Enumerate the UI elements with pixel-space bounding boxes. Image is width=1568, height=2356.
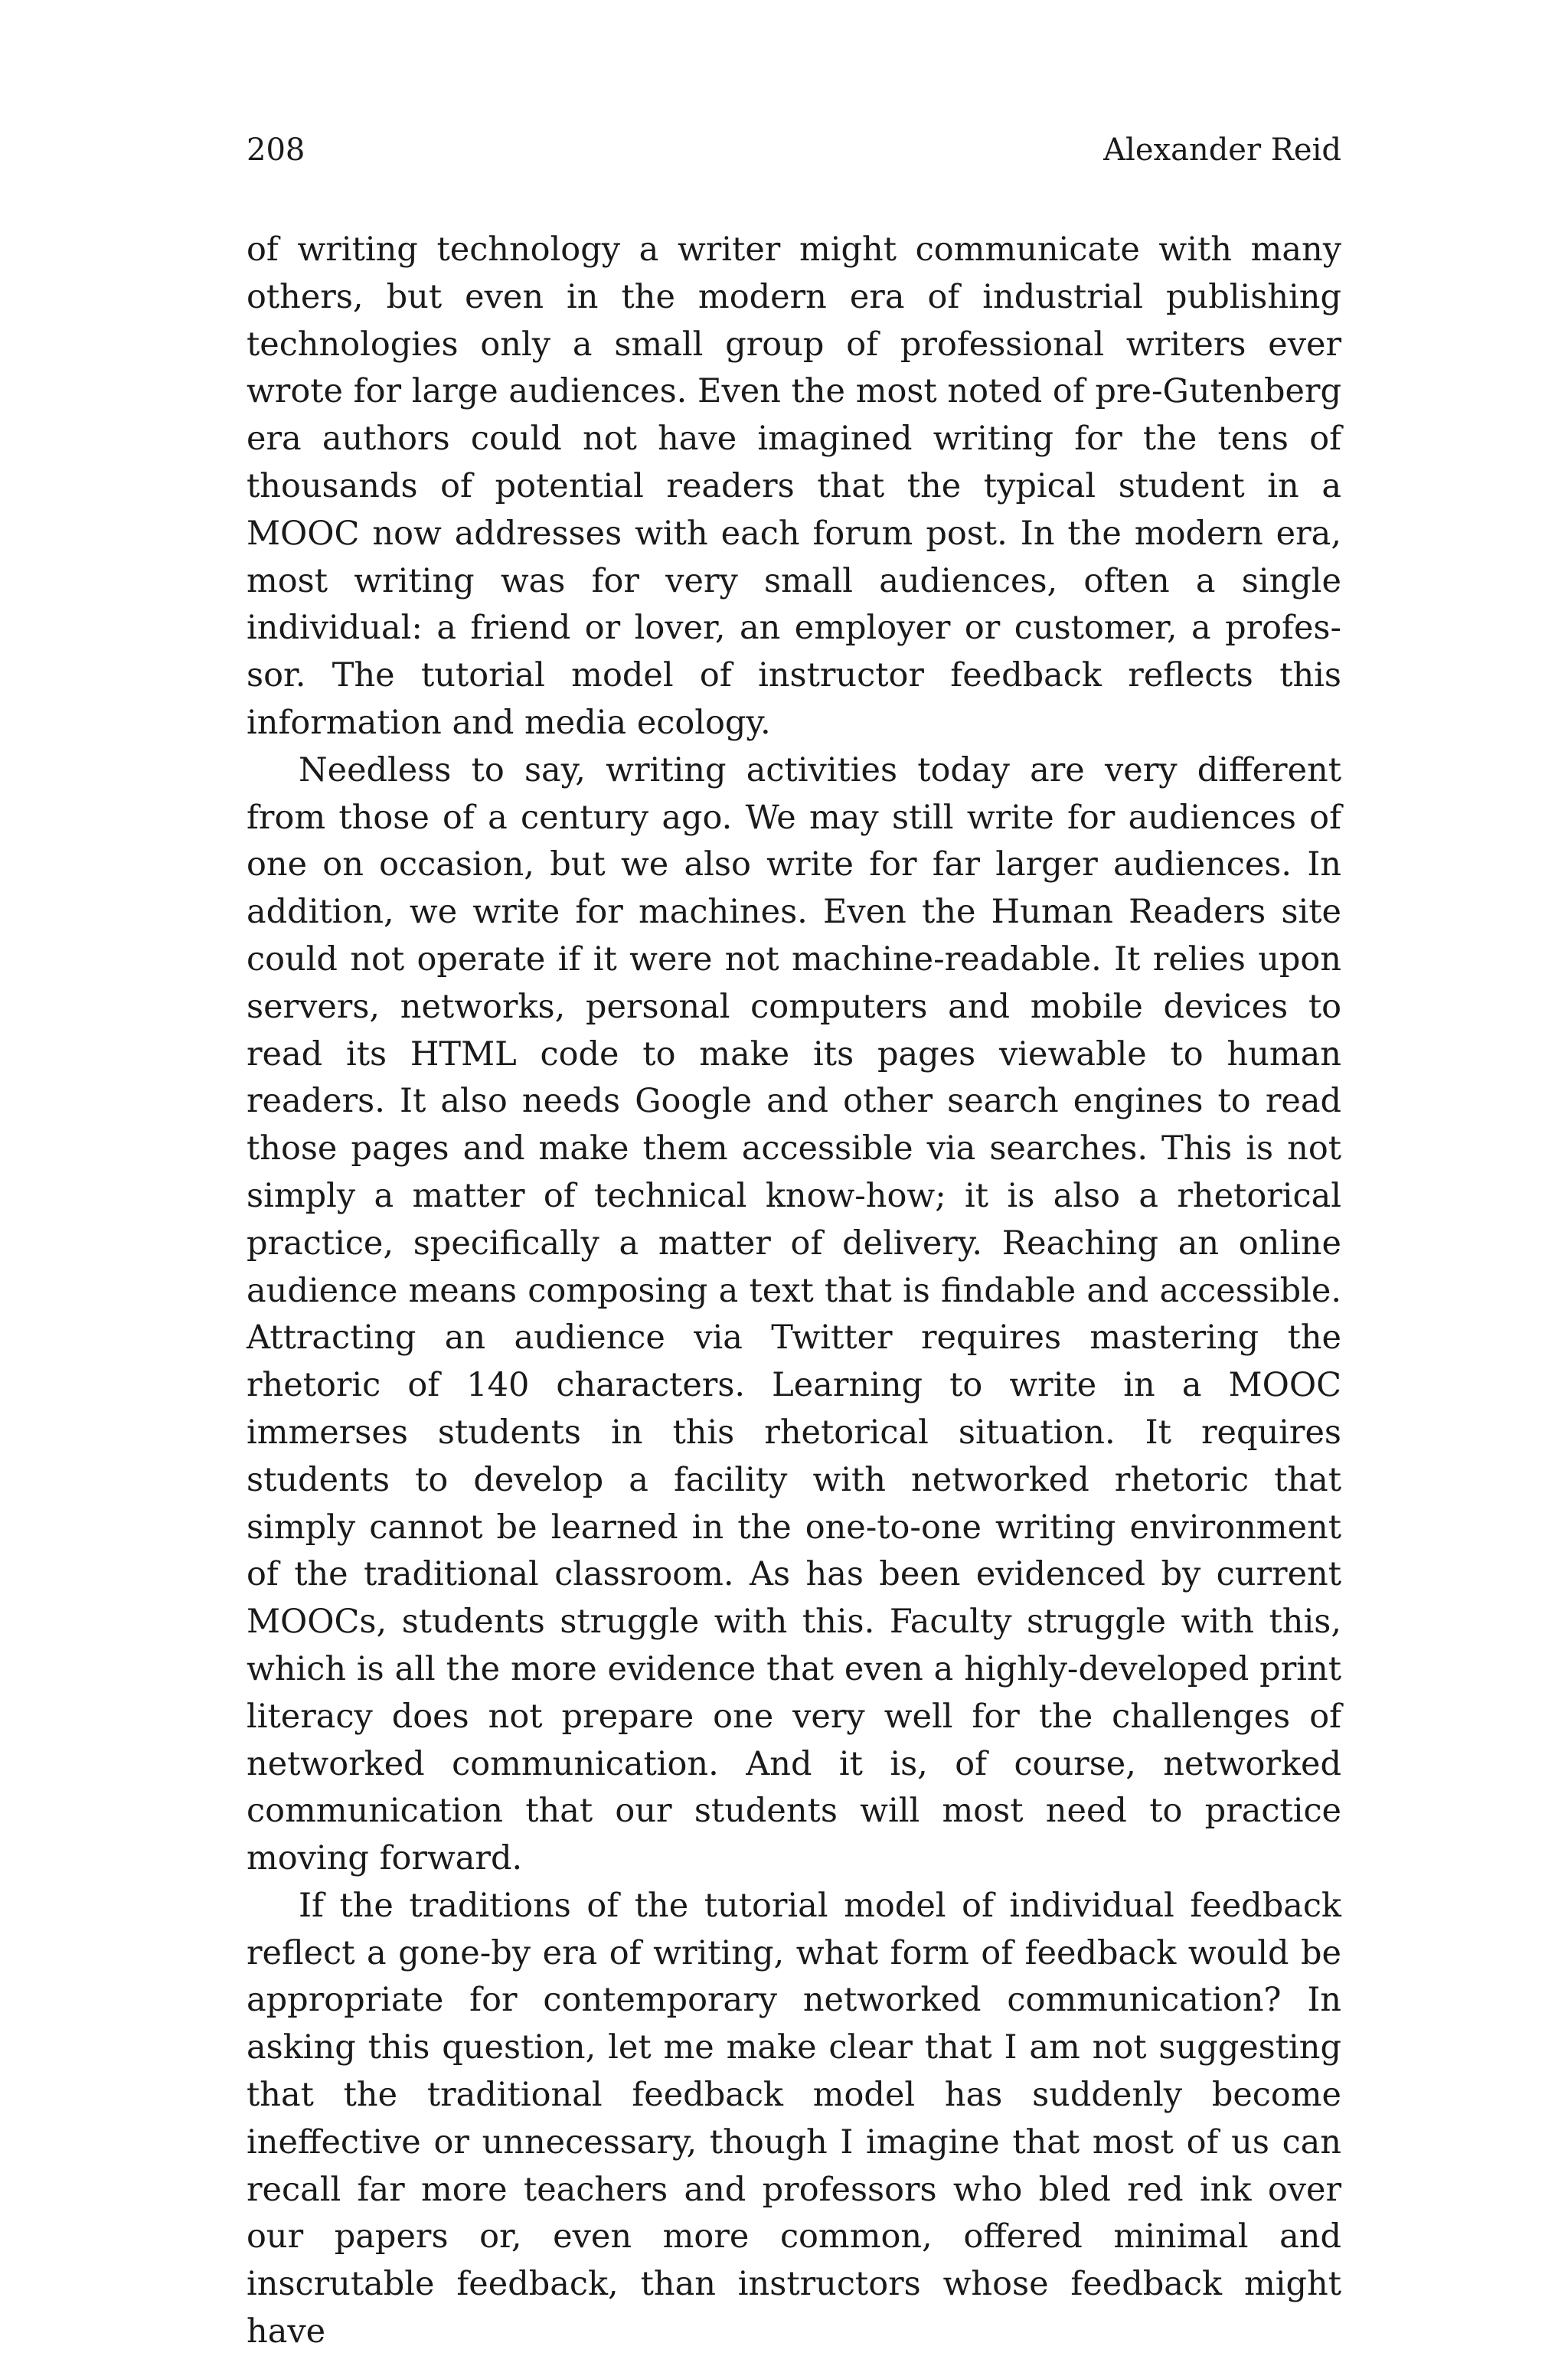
page-number: 208 <box>247 132 305 168</box>
running-header <box>247 127 1341 173</box>
body-text <box>247 227 1341 2356</box>
running-head-author: Alexander Reid <box>1103 132 1341 168</box>
paragraph-continued: of writing technology a writer might communicate with many others, but even in the modern era of industrial publishing technologies only a small group of professional writers ever wrote for large audiences. Even the most noted of pre-Gutenberg era authors could not have imagined writing for the tens of thousands of potential readers that the typical student in a MOOC now addresses with each forum post. In the modern era, most writing was for very small audiences, often a single individual: a friend or lover, an employer or customer, a professor. The tutorial model of instructor feedback reflects this information and media ecology. <box>247 230 1341 742</box>
paragraph-feedback-question: If the traditions of the tutorial model of individual feedback reflect a gone-by era of writing, what form of feedback would be appropriate for contemporary networked communication? In asking this question, let me make clear that I am not suggesting that the traditional feedback model has suddenly become ineffective or unnecessary, though I imagine that most of us can recall far more teachers and professors who bled red ink over our papers or, even more common, offered minimal and inscrutable feedback, than instructors whose feedback might have <box>247 1886 1341 2351</box>
paragraph-writing-activities: Needless to say, writing activities today are very different from those of a century ago. We may still write for audiences of one on occasion, but we also write for far larger audiences. In addition, we write for machines. Even the Human Readers site could not operate if it were not machine-readable. It relies upon servers, networks, personal computers and mobile devices to read its HTML code to make its pages viewable to human readers. It also needs Google and other search engines to read those pages and make them accessible via searches. This is not simply a matter of technical know-how; it is also a rhetorical practice, specifically a matter of delivery. Reaching an online audience means composing a text that is findable and accessible. Attracting an audience via Twitter requires mastering the rhetoric of 140 characters. Learning to write in a MOOC immerses students in this rhetorical situation. It requires students to develop a facility with networked rhetoric that simply cannot be learned in the one-to-one writing environment of the traditional classroom. As has been evidenced by current MOOCs, students struggle with this. Faculty struggle with this, which is all the more evidence that even a highly-developed print literacy does not prepare one very well for the challenges of networked communication. And it is, of course, networked communication that our students will most need to practice moving forward. <box>247 750 1341 1878</box>
